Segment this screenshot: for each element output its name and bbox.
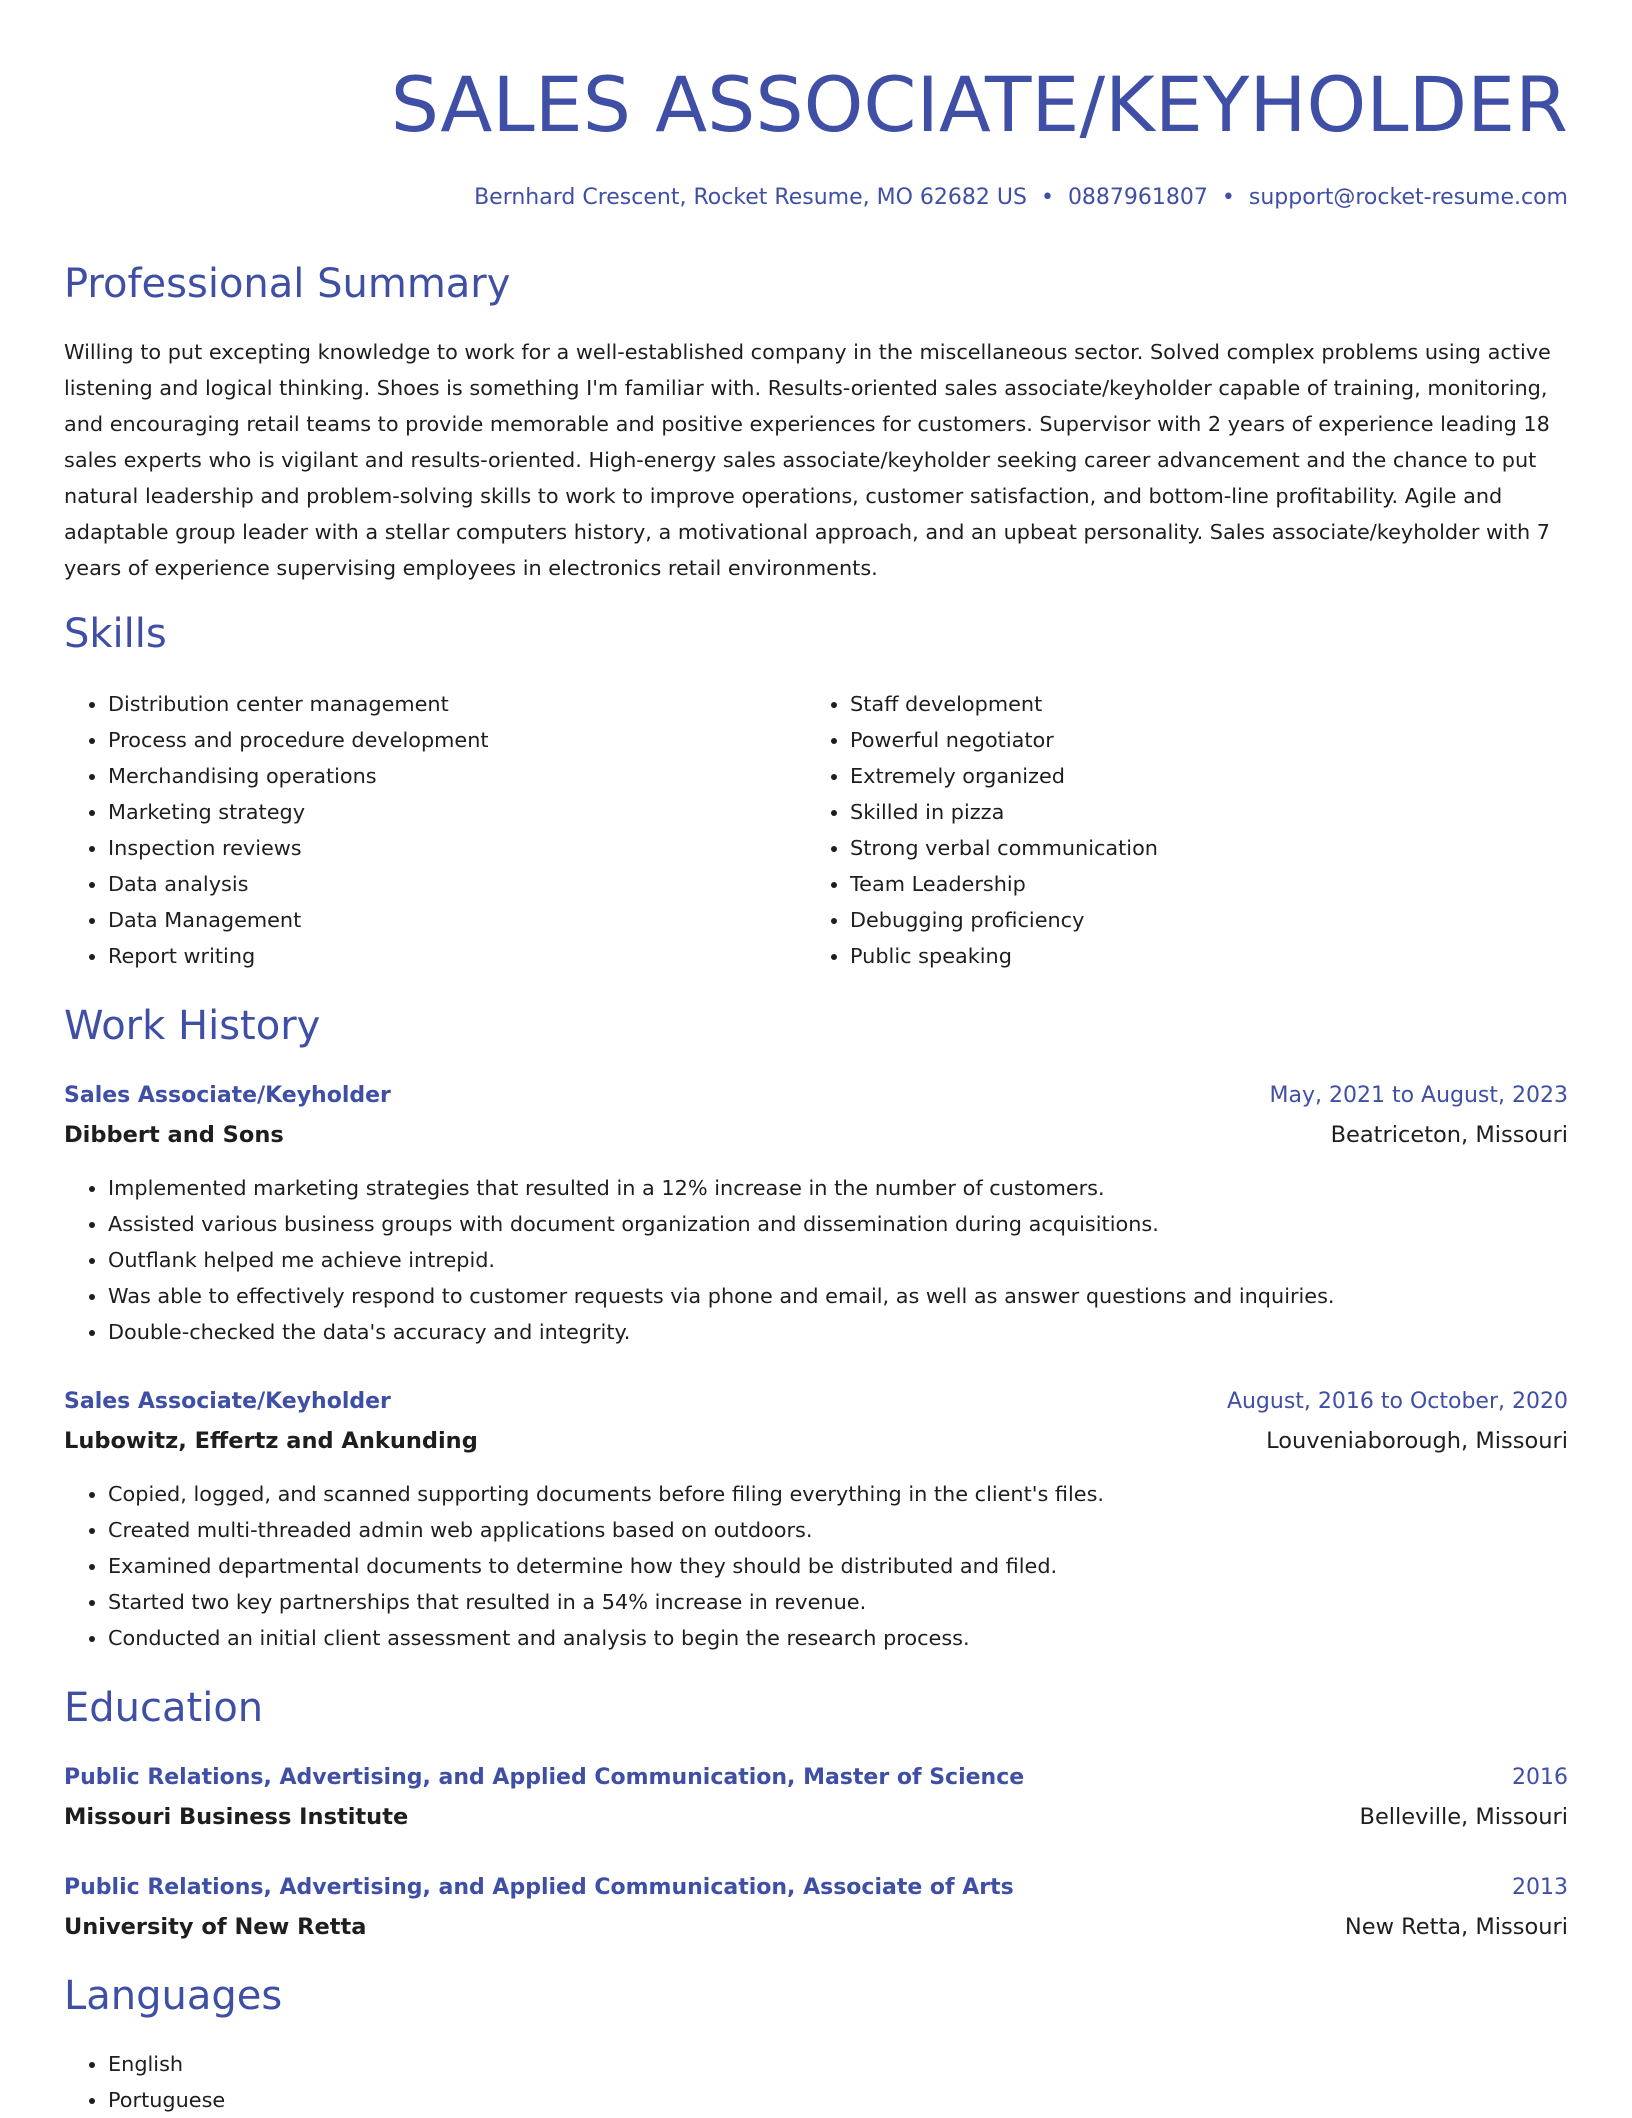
- job-title: Sales Associate/Keyholder: [64, 1083, 391, 1108]
- job-duty-item: • Created multi-threaded admin web applications based on outdoors.: [108, 1512, 1104, 1548]
- job-duties-list: [64, 1170, 1335, 1350]
- languages-list: [64, 2046, 225, 2118]
- job-company: Dibbert and Sons: [64, 1122, 284, 1148]
- education-school: Missouri Business Institute: [64, 1804, 409, 1830]
- skill-item: • Skilled in pizza: [850, 794, 1158, 830]
- section-title-languages: Languages: [64, 1973, 283, 2019]
- skill-item: • Data Management: [108, 902, 489, 938]
- contact-address: Bernhard Crescent, Rocket Resume, MO 62682 US: [474, 185, 1027, 210]
- skills-column-left: [64, 686, 489, 974]
- job-company: Lubowitz, Effertz and Ankunding: [64, 1428, 478, 1454]
- job-duty-item: • Assisted various business groups with document organization and dissemination during acquisitions.: [108, 1206, 1335, 1242]
- education-location: New Retta, Missouri: [1344, 1914, 1568, 1940]
- education-school: University of New Retta: [64, 1914, 367, 1940]
- skill-item: • Strong verbal communication: [850, 830, 1158, 866]
- section-title-skills: Skills: [64, 611, 167, 657]
- contact-phone: 0887961807: [1067, 185, 1208, 210]
- education-degree: Public Relations, Advertising, and Applied Communication, Associate of Arts: [64, 1875, 1014, 1900]
- language-item: • English: [108, 2046, 225, 2082]
- skill-item: • Staff development: [850, 686, 1158, 722]
- summary-text: Willing to put excepting knowledge to work for a well-established company in the miscellaneous sector. Solved complex problems using active listening and logical thinking. Shoes is something I'm familiar with. Results-oriented sales associate/keyholder capable of training, monitoring, and encouraging retail teams to provide memorable and positive experiences for customers. Supervisor with 2 years of experience leading 18 sales experts who is vigilant and results-oriented. High-energy sales associate/keyholder seeking career advancement and the chance to put natural leadership and problem-solving skills to work to improve operations, customer satisfaction, and bottom-line profitability. Agile and adaptable group leader with a stellar computers history, a motivational approach, and an upbeat personality. Sales associate/keyholder with 7 years of experience supervising employees in electronics retail environments.: [64, 340, 1551, 580]
- contact-separator: •: [1221, 185, 1235, 210]
- job-title: Sales Associate/Keyholder: [64, 1389, 391, 1414]
- skill-item: • Data analysis: [108, 866, 489, 902]
- job-duty-item: • Outflank helped me achieve intrepid.: [108, 1242, 1335, 1278]
- skill-item: • Debugging proficiency: [850, 902, 1158, 938]
- section-title-summary: Professional Summary: [64, 261, 511, 307]
- skill-item: • Merchandising operations: [108, 758, 489, 794]
- education-year: 2016: [1512, 1765, 1568, 1790]
- job-duty-item: • Copied, logged, and scanned supporting documents before filing everything in the client's files.: [108, 1476, 1104, 1512]
- skill-item: • Team Leadership: [850, 866, 1158, 902]
- education-degree: Public Relations, Advertising, and Applied Communication, Master of Science: [64, 1765, 1025, 1790]
- skill-item: • Extremely organized: [850, 758, 1158, 794]
- skills-column-right: [806, 686, 1158, 974]
- skills-list-left: [64, 686, 489, 974]
- skill-item: • Distribution center management: [108, 686, 489, 722]
- job-location: Louveniaborough, Missouri: [1266, 1428, 1568, 1454]
- skill-item: • Public speaking: [850, 938, 1158, 974]
- job-duty-item: • Implemented marketing strategies that resulted in a 12% increase in the number of customers.: [108, 1170, 1335, 1206]
- skill-item: • Process and procedure development: [108, 722, 489, 758]
- contact-line: [474, 180, 1568, 216]
- skill-item: • Marketing strategy: [108, 794, 489, 830]
- resume-name: SALES ASSOCIATE/KEYHOLDER: [390, 60, 1568, 149]
- education-location: Belleville, Missouri: [1359, 1804, 1568, 1830]
- language-item: • Portuguese: [108, 2082, 225, 2118]
- resume-page: [64, 0, 1568, 2112]
- languages-bullets: [64, 2046, 225, 2118]
- contact-email: support@rocket-resume.com: [1248, 185, 1568, 210]
- job-duties: [64, 1170, 1335, 1350]
- job-duty-item: • Started two key partnerships that resulted in a 54% increase in revenue.: [108, 1584, 1104, 1620]
- education-year: 2013: [1512, 1875, 1568, 1900]
- skill-item: • Powerful negotiator: [850, 722, 1158, 758]
- job-duty-item: • Examined departmental documents to determine how they should be distributed and filed.: [108, 1548, 1104, 1584]
- job-duties-list: [64, 1476, 1104, 1656]
- skill-item: • Report writing: [108, 938, 489, 974]
- contact-separator: •: [1040, 185, 1054, 210]
- job-duty-item: • Double-checked the data's accuracy and integrity.: [108, 1314, 1335, 1350]
- job-dates: August, 2016 to October, 2020: [1226, 1389, 1568, 1414]
- job-duties: [64, 1476, 1104, 1656]
- skill-item: • Inspection reviews: [108, 830, 489, 866]
- job-dates: May, 2021 to August, 2023: [1269, 1083, 1568, 1108]
- section-title-education: Education: [64, 1685, 264, 1731]
- job-location: Beatriceton, Missouri: [1330, 1122, 1568, 1148]
- job-duty-item: • Conducted an initial client assessment and analysis to begin the research process.: [108, 1620, 1104, 1656]
- section-title-work-history: Work History: [64, 1003, 321, 1049]
- skills-list-right: [806, 686, 1158, 974]
- job-duty-item: • Was able to effectively respond to customer requests via phone and email, as well as answer questions and inquiries.: [108, 1278, 1335, 1314]
